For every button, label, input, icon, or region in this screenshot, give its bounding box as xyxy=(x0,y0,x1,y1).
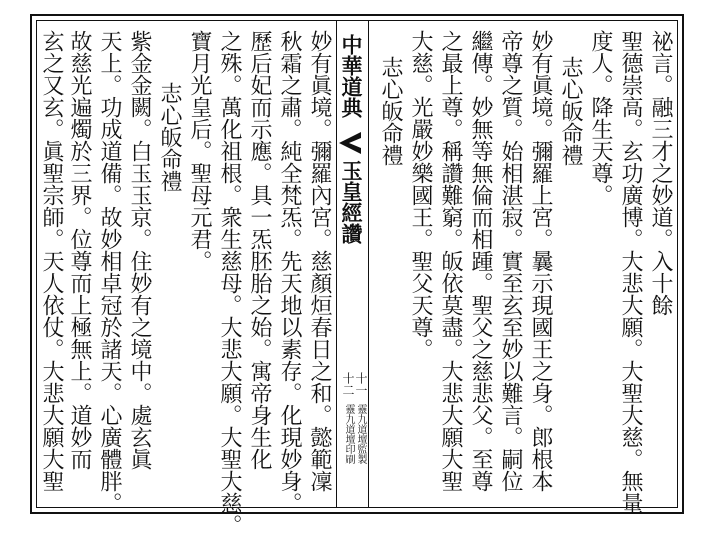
imprint-right: 靈九道壇監製 xyxy=(355,404,366,464)
right-column-7: 帝尊之質。始相湛寂。實至玄至妙以難言。嗣位 xyxy=(498,30,523,492)
left-column-4: 之殊。萬化祖根。衆生慈母。大悲大願。大聖大慈。 xyxy=(217,30,242,536)
page-number-left: 十二 xyxy=(341,372,355,396)
spine-divider-left xyxy=(336,20,337,508)
left-column-2: 秋霜之肅。純全梵炁。先天地以素存。化現妙身。 xyxy=(277,30,302,514)
left-column-5: 寶月光皇后。聖母元君。 xyxy=(187,30,212,272)
right-column-3: 度人。降生天尊。 xyxy=(588,30,613,206)
book-title: 中華道典 xyxy=(339,34,364,118)
left-column-1: 妙有眞境。彌羅內宮。慈顏烜春日之和。懿範凜 xyxy=(307,30,332,492)
section-marker-icon xyxy=(337,130,363,156)
left-column-9: 天上。功成道備。故妙相卓冠於諸天。心廣體胖。 xyxy=(97,30,122,514)
right-column-8: 繼傳。妙無等無倫而相踵。聖父之慈悲父。至尊 xyxy=(468,30,493,492)
section-title: 玉皇經讚 xyxy=(339,160,364,244)
right-column-5: 志心皈命禮 xyxy=(558,56,583,166)
left-column-7: 志心皈命禮 xyxy=(157,82,182,192)
right-column-10: 大慈。光嚴妙樂國王。聖父天尊。 xyxy=(408,30,433,360)
left-column-8: 紫金金闕。白玉玉京。住妙有之境中。處玄眞 xyxy=(127,30,152,470)
right-column-1: 祕言。融三才之妙道。入十餘 xyxy=(648,30,673,316)
imprint-left: 靈九道壇印刷 xyxy=(343,404,354,464)
spine-divider-right xyxy=(368,20,369,508)
right-column-9: 之最上尊。稱讚難窮。皈依莫盡。大悲大願大聖 xyxy=(438,30,463,492)
left-column-11: 玄之又玄。眞聖宗師。天人依仗。大悲大願大聖 xyxy=(39,30,64,492)
right-column-11: 志心皈命禮 xyxy=(378,56,403,166)
left-column-3: 歷后妃而示應。具一炁胚胎之始。寓帝身生化 xyxy=(247,30,272,470)
right-column-6: 妙有眞境。彌羅上宮。曩示現國王之身。郎根本 xyxy=(528,30,553,492)
left-column-10: 故慈光遍燭於三界。位尊而上極無上。道妙而 xyxy=(67,30,92,470)
page-number-right: 十一 xyxy=(354,372,368,396)
right-column-2: 聖德崇高。玄功廣博。大悲大願。大聖大慈。無量 xyxy=(618,30,643,514)
